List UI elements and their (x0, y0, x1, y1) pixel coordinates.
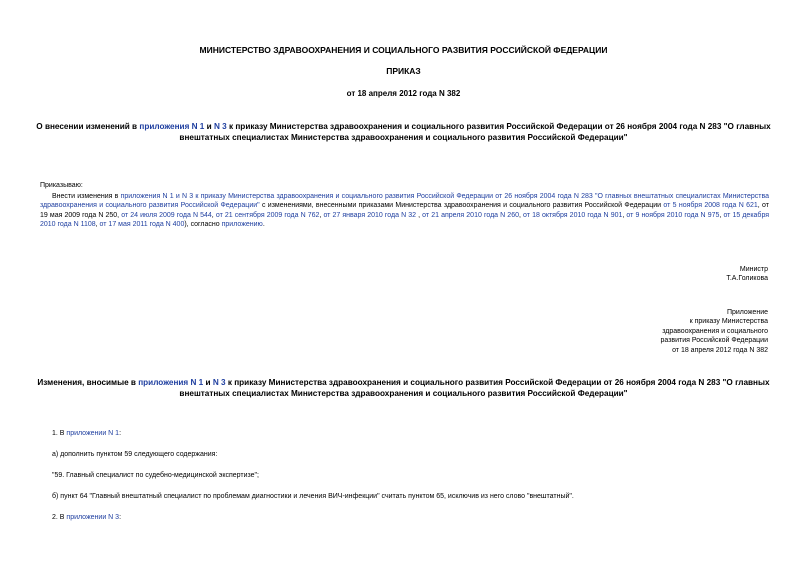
title-link-appendix-3[interactable]: N 3 (213, 122, 227, 131)
signature-position: Министр (739, 266, 768, 273)
link-appendix[interactable]: приложению (221, 221, 263, 229)
change-item-2: 2. В приложении N 3: (52, 514, 122, 521)
change-item-b: б) пункт 64 "Главный внештатный специалист по проблемам диагностики и лечения ВИЧ-инфекции" считать пунктом 65, исключив из него слово "внештатный". (52, 493, 574, 500)
title-link-appendix-1[interactable]: приложения N 1 (139, 122, 205, 131)
link-amend-762[interactable]: от 21 сентября 2009 года N 762 (215, 211, 320, 219)
appendix-title: Изменения, вносимые в приложения N 1 и N 3 к приказу Министерства здравоохранения и социального развития Российской Федерации от 26 ноября 2004 года N 283 "О главных внештатных специалистах Министерства здравоохранения и социального развития Российской Федерации" (37, 378, 770, 399)
link-amend-1108[interactable]: от 15 декабря 2010 года N 1108 (40, 211, 770, 229)
appendix-header: Приложение к приказу Министерства здравоохранения и социального развития Российской Федерации от 18 апреля 2012 года N 382 (660, 309, 768, 354)
link-order-283[interactable]: приложения N 1 и N 3 к приказу Министерства здравоохранения и социального развития Российской Федерации от 26 ноября 2004 года N 283 "О главных внештатных специалистах Министерства здравоохранения и социального развития Российской Федерации" (40, 193, 769, 210)
signature-name: Т.А.Голикова (726, 275, 768, 283)
order-word: Приказываю: (40, 182, 83, 189)
signature-block (726, 265, 768, 284)
doc-type-heading: ПРИКАЗ (386, 66, 421, 76)
change-item-1: 1. В приложении N 1: (52, 430, 122, 437)
link-amend-32[interactable]: от 27 января 2010 года N 32 (323, 211, 417, 219)
link-amend-621[interactable]: от 5 ноября 2008 года N 621 (663, 202, 758, 210)
link-amend-975[interactable]: от 9 ноября 2010 года N 975 (626, 211, 720, 219)
link-amend-260[interactable]: от 21 апреля 2010 года N 260 (422, 211, 519, 219)
link-appendix-3[interactable]: приложении N 3 (66, 514, 120, 521)
link-amend-544[interactable]: от 24 июля 2009 года N 544 (121, 211, 212, 219)
link-appendix-1[interactable]: приложении N 1 (66, 430, 120, 437)
link-amend-901[interactable]: от 18 октября 2010 года N 901 (523, 211, 623, 219)
change-item-a: а) дополнить пунктом 59 следующего содержания: (52, 451, 218, 458)
ministry-heading: МИНИСТЕРСТВО ЗДРАВООХРАНЕНИЯ И СОЦИАЛЬНОГО РАЗВИТИЯ РОССИЙСКОЙ ФЕДЕРАЦИИ (199, 45, 608, 55)
appendix-title-link-1[interactable]: приложения N 1 (138, 378, 204, 387)
link-amend-400[interactable]: от 17 мая 2011 года N 400 (99, 221, 185, 229)
appendix-title-link-3[interactable]: N 3 (212, 378, 226, 387)
doc-date: от 18 апреля 2012 года N 382 (346, 89, 461, 98)
order-paragraph: Внести изменения в приложения N 1 и N 3 к приказу Министерства здравоохранения и социального развития Российской Федерации от 26 ноября 2004 года N 283 "О главных внештатных специалистах Министерства здравоохранения и социального развития Российской Федерации" с изменениями, внесенными приказами Министерства здравоохранения и социального развития Российской Федерации от 5 ноября 2008 года N 621, от 19 мая 2009 года N 250, от 24 июля 2009 года N 544, от 21 сентября 2009 года N 762, от 27 января 2010 года N 32 , от 21 апреля 2010 года N 260, от 18 октября 2010 года N 901, от 9 ноября 2010 года N 975, от 15 декабря 2010 года N 1108, от 17 мая 2011 года N 400), согласно приложению. (40, 193, 770, 229)
change-item-a-quote: "59. Главный специалист по судебно-медицинской экспертизе"; (52, 472, 259, 479)
document-title: О внесении изменений в приложения N 1 и N 3 к приказу Министерства здравоохранения и социального развития Российской Федерации от 26 ноября 2004 года N 283 "О главных внештатных специалистах Министерства здравоохранения и социального развития Российской Федерации" (36, 122, 771, 143)
